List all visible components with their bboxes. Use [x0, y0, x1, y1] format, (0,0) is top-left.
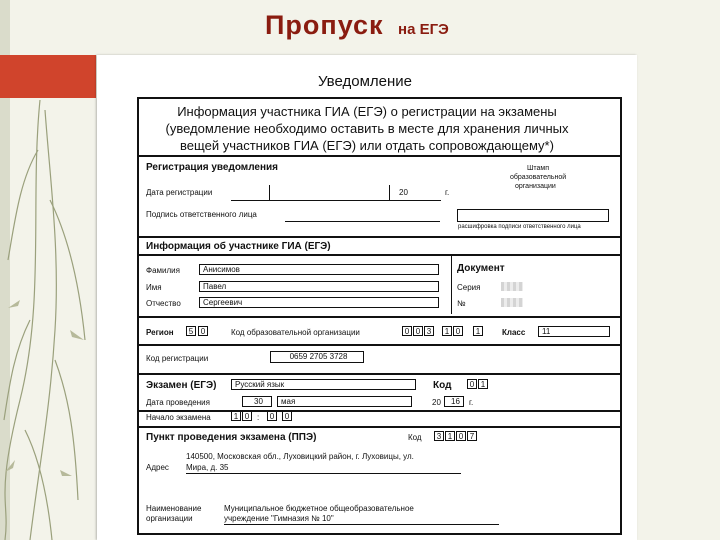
- info-line-1: Информация участника ГИА (ЕГЭ) о регистрации на экзамены: [177, 104, 557, 119]
- exam-subject-field[interactable]: Русский язык: [231, 379, 416, 390]
- org-code-digit[interactable]: 1: [442, 326, 452, 336]
- org-underline: [224, 524, 499, 525]
- ppe-code-digit[interactable]: 1: [445, 431, 455, 441]
- info-line-2: (уведомление необходимо оставить в месте для хранения личных: [165, 121, 569, 136]
- exam-month-field[interactable]: мая: [277, 396, 412, 407]
- org-code-digit[interactable]: 3: [424, 326, 434, 336]
- divider: [451, 254, 452, 314]
- slide-title: [265, 10, 449, 41]
- exam-start-min-digit[interactable]: 0: [282, 411, 292, 421]
- region-digit[interactable]: 5: [186, 326, 196, 336]
- ppe-code-digit[interactable]: 3: [434, 431, 444, 441]
- divider: [137, 236, 622, 238]
- registration-year-suffix: г.: [445, 188, 450, 197]
- patronymic-label: Отчество: [146, 299, 181, 308]
- form-title: Уведомление: [318, 73, 413, 90]
- exam-date-label: Дата проведения: [146, 398, 210, 407]
- exam-time-separator: :: [257, 413, 260, 422]
- ppe-org-line-1: Муниципальное бюджетное общеобразовательное: [224, 504, 414, 513]
- ppe-org-label-2: организации: [146, 514, 193, 523]
- notification-form: [97, 55, 637, 540]
- ppe-address-label: Адрес: [146, 463, 169, 472]
- date-separator: [269, 185, 270, 200]
- address-underline: [186, 473, 461, 474]
- org-code-label: Код образовательной организации: [231, 328, 360, 337]
- date-separator: [389, 185, 390, 200]
- decode-field[interactable]: [457, 209, 609, 222]
- document-heading: Документ: [457, 263, 505, 274]
- divider: [137, 155, 622, 157]
- name-field[interactable]: Павел: [199, 281, 439, 292]
- divider: [137, 426, 622, 428]
- registration-heading: Регистрация уведомления: [146, 162, 278, 173]
- ppe-org-line-2: учреждение "Гимназия № 10": [224, 514, 334, 523]
- org-code-digit[interactable]: 0: [402, 326, 412, 336]
- number-label: №: [457, 299, 466, 308]
- exam-year-prefix: 20: [432, 398, 441, 407]
- ppe-code-digit[interactable]: 7: [467, 431, 477, 441]
- signature-label: Подпись ответственного лица: [146, 210, 257, 219]
- exam-start-label: Начало экзамена: [146, 413, 211, 422]
- org-code-digit[interactable]: 1: [473, 326, 483, 336]
- decode-label: расшифровка подписи ответственного лица: [458, 224, 581, 230]
- exam-year-field[interactable]: 16: [444, 396, 464, 407]
- exam-code-label: Код: [433, 380, 452, 391]
- ppe-heading: Пункт проведения экзамена (ППЭ): [146, 432, 317, 443]
- ppe-org-label-1: Наименование: [146, 504, 202, 513]
- region-label: Регион: [146, 328, 174, 337]
- org-code-digit[interactable]: 0: [453, 326, 463, 336]
- stamp-line-2: образовательной: [510, 174, 567, 181]
- exam-heading: Экзамен (ЕГЭ): [146, 380, 217, 391]
- patronymic-field[interactable]: Сергеевич: [199, 297, 439, 308]
- ppe-code-digit[interactable]: 0: [456, 431, 466, 441]
- surname-label: Фамилия: [146, 266, 180, 275]
- surname-field[interactable]: Анисимов: [199, 264, 439, 275]
- slide-title-sub: на ЕГЭ: [398, 21, 449, 38]
- slide-accent-tab: [0, 55, 96, 98]
- series-label: Серия: [457, 283, 481, 292]
- org-code-digit[interactable]: 0: [413, 326, 423, 336]
- divider: [137, 316, 622, 318]
- redacted-number: [501, 298, 523, 307]
- class-field[interactable]: 11: [538, 326, 610, 337]
- participant-heading: Информация об участнике ГИА (ЕГЭ): [146, 241, 331, 252]
- region-digit[interactable]: 0: [198, 326, 208, 336]
- exam-start-hour-digit[interactable]: 1: [231, 411, 241, 421]
- exam-year-suffix: г.: [469, 398, 474, 407]
- ppe-address-line-1: 140500, Московская обл., Луховицкий район, г. Луховицы, ул.: [186, 452, 414, 461]
- class-label: Класс: [502, 328, 526, 337]
- slide-title-main: Пропуск: [265, 10, 384, 40]
- divider: [137, 254, 622, 256]
- exam-day-field[interactable]: 30: [242, 396, 272, 407]
- name-label: Имя: [146, 283, 162, 292]
- reg-code-field[interactable]: 0659 2705 3728: [270, 351, 364, 363]
- signature-line: [285, 221, 440, 222]
- info-line-3: вещей участников ГИА (ЕГЭ) или отдать сопровождающему*): [180, 138, 554, 153]
- ppe-code-label: Код: [408, 433, 422, 442]
- redacted-series: [501, 282, 523, 291]
- stamp-line-1: Штамп: [527, 165, 550, 172]
- exam-code-digit[interactable]: 0: [467, 379, 477, 389]
- stamp-line-3: организации: [515, 183, 556, 190]
- registration-year-prefix: 20: [399, 188, 408, 197]
- exam-start-min-digit[interactable]: 0: [267, 411, 277, 421]
- exam-start-hour-digit[interactable]: 0: [242, 411, 252, 421]
- registration-date-label: Дата регистрации: [146, 188, 213, 197]
- ppe-address-line-2: Мира, д. 35: [186, 463, 229, 472]
- reg-code-label: Код регистрации: [146, 354, 209, 363]
- divider: [137, 344, 622, 346]
- registration-date-line: [231, 200, 441, 201]
- exam-code-digit[interactable]: 1: [478, 379, 488, 389]
